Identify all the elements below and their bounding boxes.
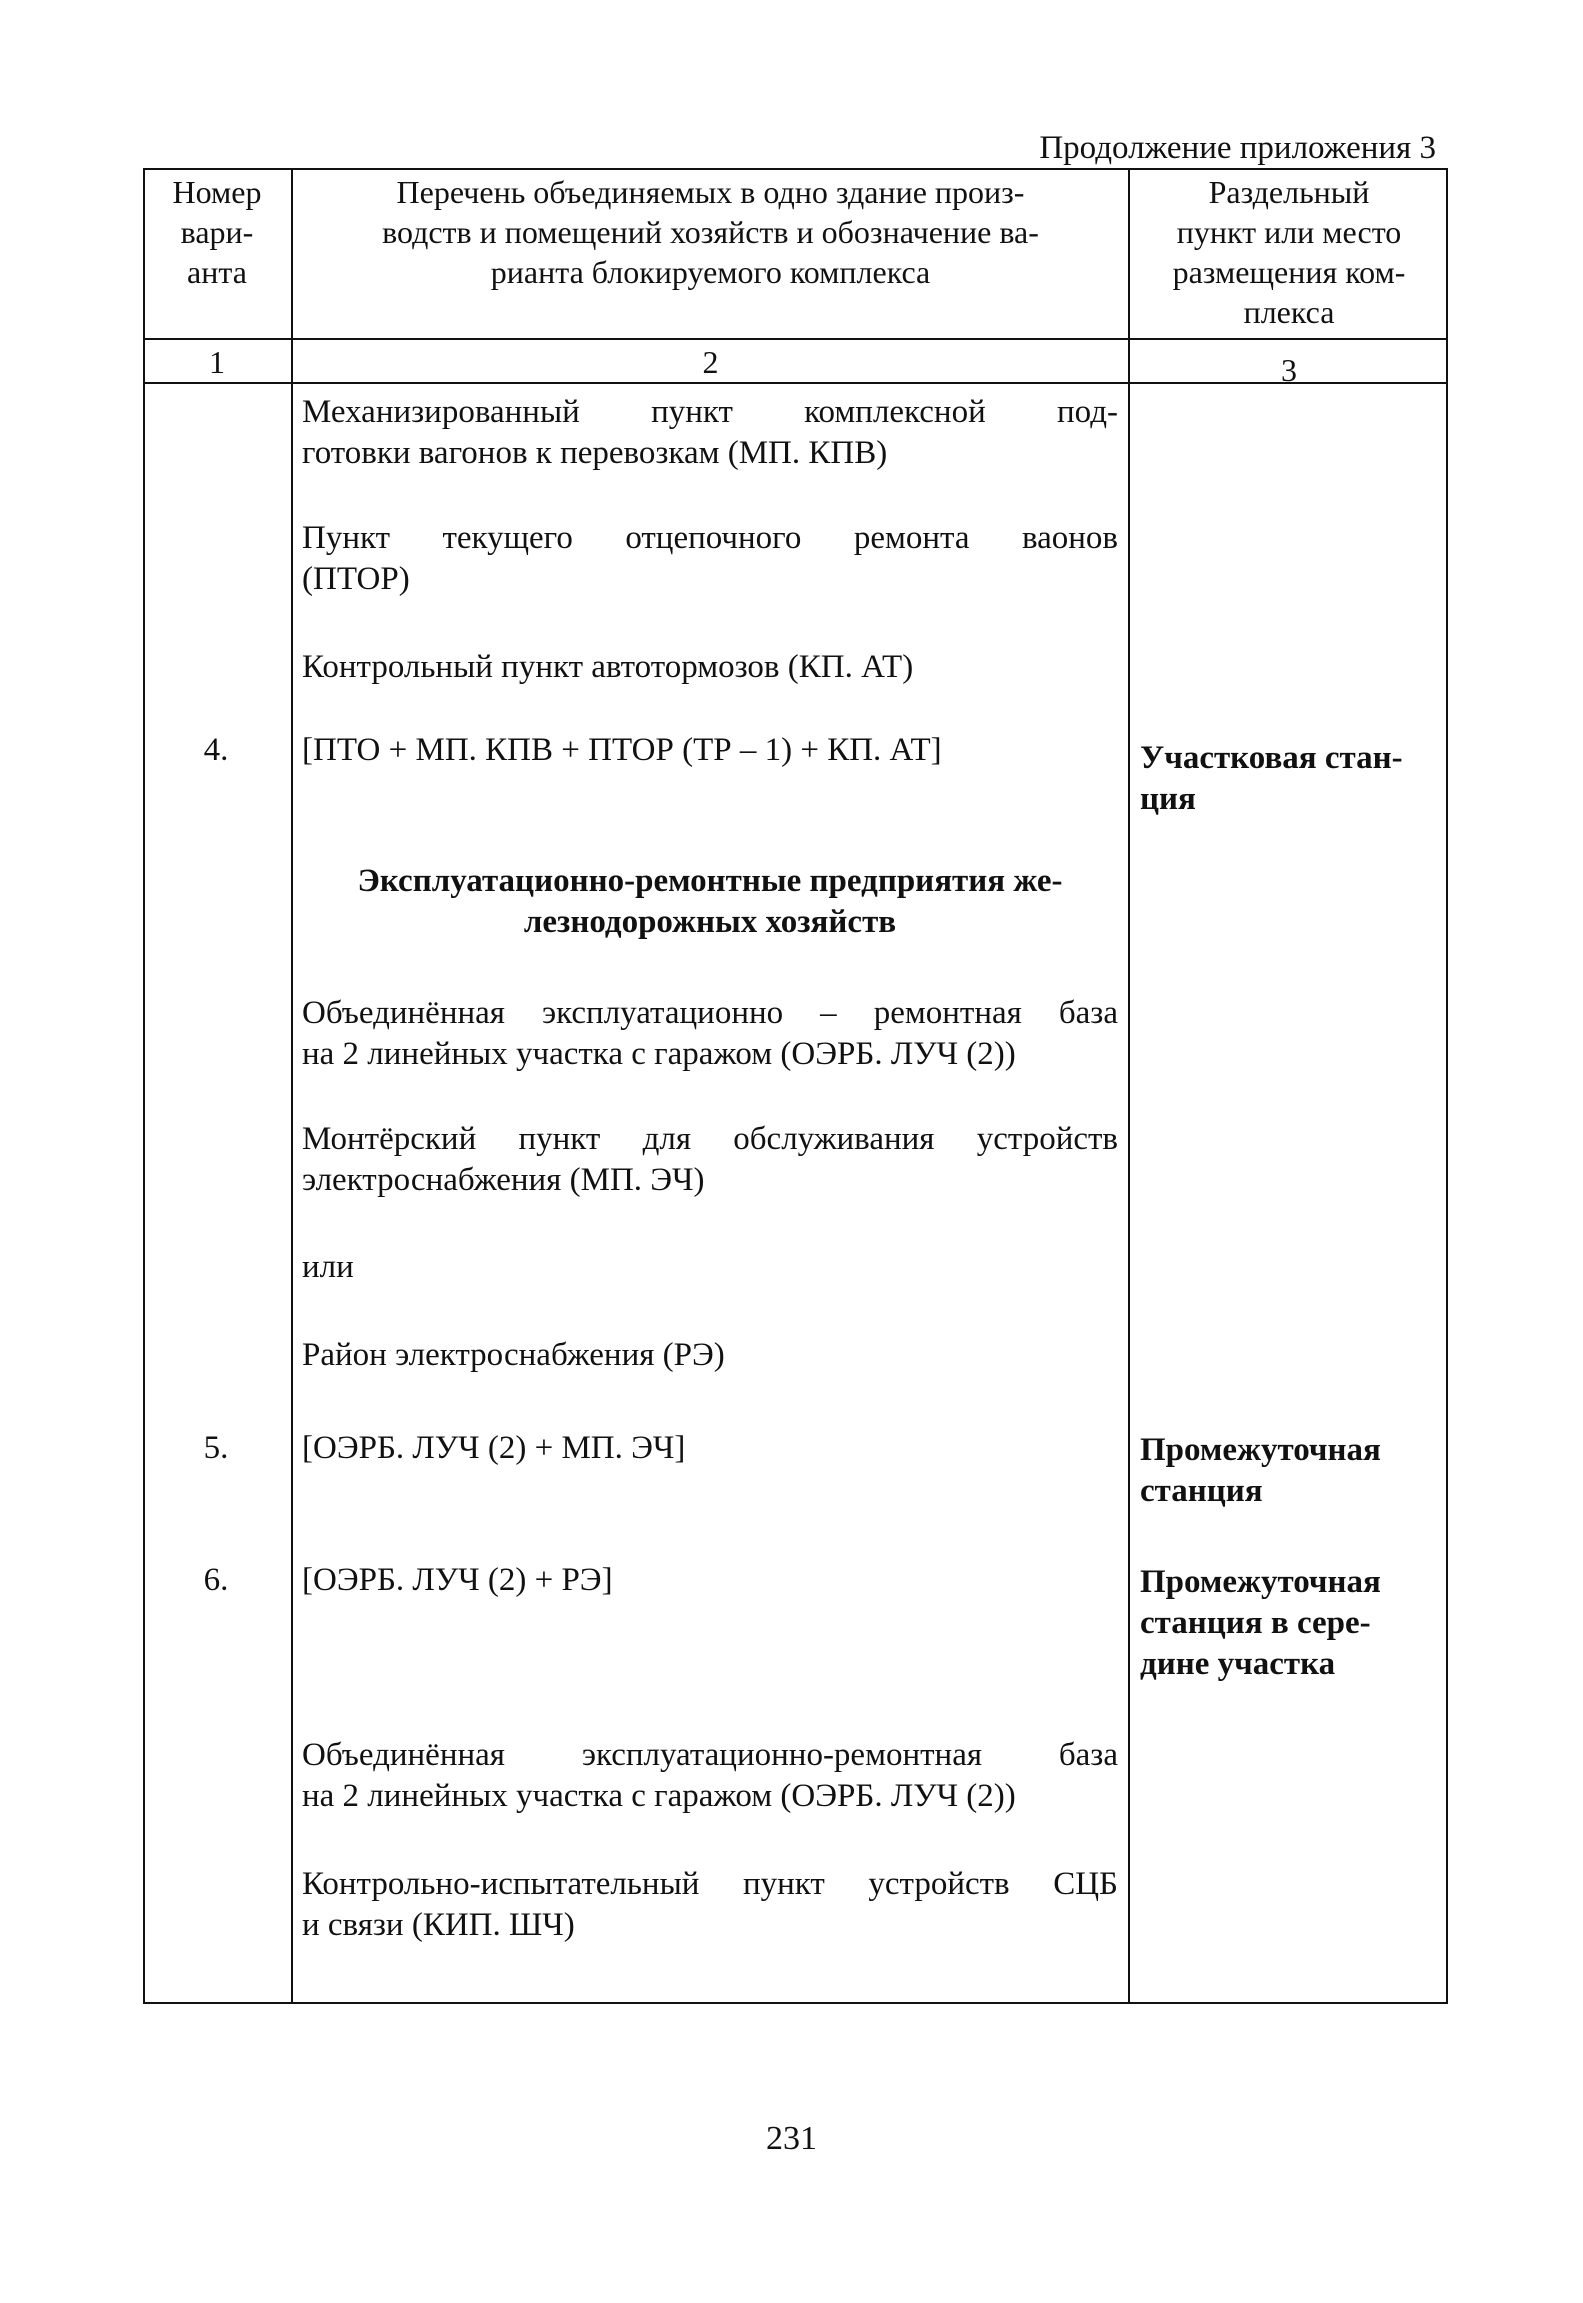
row-text: Пункт текущего отцепочного ремонта ваонов (ПТОР) (302, 520, 1118, 597)
row-text: Контрольно-испытательный пункт устройств СЦБ и связи (КИП. ШЧ) (302, 1866, 1118, 1943)
table-column-divider (1128, 168, 1130, 2004)
location-text: Промежуточная станция (1140, 1432, 1381, 1509)
row-text: Механизированный пункт комплексной под- готовки вагонов к перевозкам (МП. КПВ) (302, 394, 1118, 471)
header-number-2: 2 (702, 344, 719, 380)
table-column-divider (291, 168, 293, 2004)
header-location: Раздельный пункт или место размещения ком- плекса (1172, 174, 1406, 330)
row-text: Монтёрский пункт для обслуживания устройств электроснабжения (МП. ЭЧ) (302, 1121, 1118, 1198)
row-text: Объединённая эксплуатационно – ремонтная база на 2 линейных участка с гаражом (ОЭРБ. ЛУЧ (2)) (302, 995, 1118, 1072)
row-text: или (302, 1249, 354, 1285)
section-heading: Эксплуатационно-ремонтные предприятия же- лезнодорожных хозяйств (357, 863, 1063, 940)
header-number-1: 1 (209, 344, 225, 380)
location-text: Промежуточная станция в сере- дине участка (1140, 1564, 1381, 1682)
row-text: Район электроснабжения (РЭ) (302, 1337, 725, 1373)
header-number-3: 3 (1281, 352, 1297, 388)
row-formula: [ОЭРБ. ЛУЧ (2) + РЭ] (302, 1562, 613, 1598)
page-number: 231 (766, 2120, 817, 2157)
location-text: Участковая стан- ция (1140, 740, 1403, 817)
variant-number: 6. (203, 1562, 229, 1598)
table-header-divider (143, 338, 1448, 340)
row-text: Объединённая эксплуатационно-ремонтная база на 2 линейных участка с гаражом (ОЭРБ. ЛУЧ (2)) (302, 1737, 1118, 1814)
row-formula: [ПТО + МП. КПВ + ПТОР (ТР – 1) + КП. АТ] (302, 732, 942, 768)
row-text: Контрольный пункт автотормозов (КП. АТ) (302, 649, 914, 685)
variant-number: 5. (203, 1430, 229, 1466)
header-production-list: Перечень объединяемых в одно здание произ- водств и помещений хозяйств и обозначение ва- рианта блокируемого комплекса (382, 174, 1039, 290)
row-formula: [ОЭРБ. ЛУЧ (2) + МП. ЭЧ] (302, 1430, 686, 1466)
variant-number: 4. (203, 732, 229, 768)
header-variant-number: Номер вари- анта (172, 174, 262, 290)
caption: Продолжение приложения 3 (1039, 130, 1436, 166)
